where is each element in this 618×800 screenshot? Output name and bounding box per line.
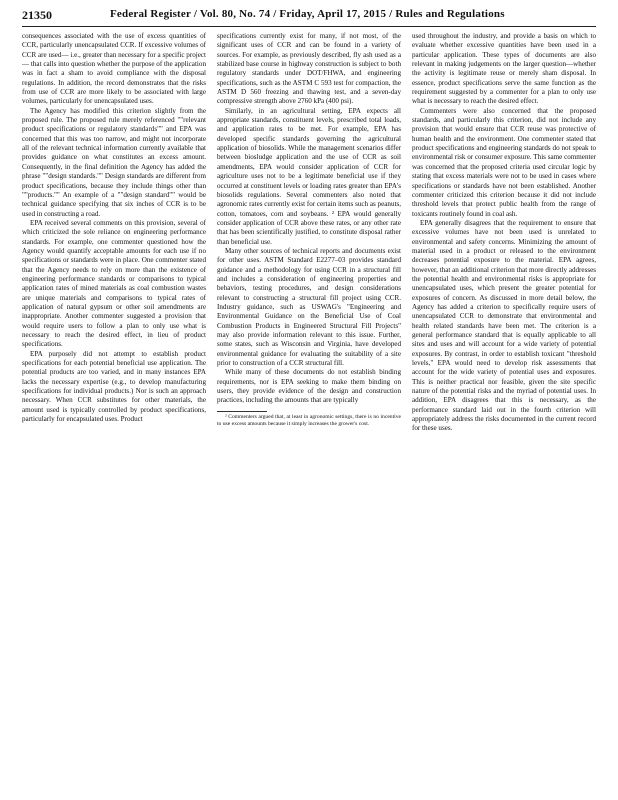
paragraph: Many other sources of technical reports and documents exist for other uses. ASTM Standard E2277–03 provides standard guidance and a methodology for using CCR in a structural fill and includes a consideration of engineering properties and behaviors, testing procedures, and design considerations relevant to constructing a structural fill project using CCR. Industry guidance, such as USWAG's "Engineering and Environmental Guidance on the Beneficial Use of Coal Combustion Products in Engineered Structural Fill Projects" may also provide information relevant to this issue. Further, some states, such as Wisconsin and Virginia, have developed environmental guidance for evaluating the suitability of a site prior to construction of a CCR structural fill.	[217, 246, 401, 368]
paragraph: EPA purposely did not attempt to establish product specifications for each potential beneficial use application. The potential products are too varied, and in many instances EPA lacks the necessary expertise (e.g., to develop manufacturing specifications for individual products.) Nor is such an approach necessary. When CCR substitutes for other materials, the amount used is typically controlled by product specifications, particularly for encapsulated uses. Product	[22, 349, 206, 424]
running-title: Federal Register / Vol. 80, No. 74 / Friday, April 17, 2015 / Rules and Regulations	[110, 8, 505, 20]
page-number: 21350	[22, 8, 52, 22]
footnote-rule	[217, 411, 267, 412]
paragraph: consequences associated with the use of excess quantities of CCR, particularly unencapsulated CCR. If excessive volumes of CCR are used— i.e., greater than necessary for a specific project— that calls into question whether the purpose of the application was in fact a sham to avoid compliance with the disposal regulations. In addition, the record demonstrates that the risks from use of CCR are more likely to be associated with large volumes, particularly for unencapsulated uses.	[22, 32, 206, 106]
text-column-3	[412, 32, 596, 782]
text-column-1	[22, 32, 206, 782]
page-header	[22, 8, 596, 24]
paragraph: EPA received several comments on this provision, several of which criticized the sole reliance on engineering performance standards. For example, one commenter questioned how the Agency would quantify acceptable amounts for each use if no specifications or standards were in place. One commenter stated that the Agency needs to rely on more than the existence of engineering performance standards or comparisons to typical application rates of mined materials as coal combustion wastes are unique materials and comparisons to typical rates of application of natural gypsum or other soil amendments are inappropriate. Another commenter suggested a provision that would require users to follow a plan to only use what is necessary to reach the desired effect, in lieu of product specifications.	[22, 218, 206, 349]
paragraph: EPA generally disagrees that the requirement to ensure that excessive volumes have not been used is unrelated to environmental and safety concerns. Minimizing the amount of material used in a product or released to the environment decreases potential exposure to the material. EPA agrees, however, that an additional criterion that more directly addresses the potential health and environmental risks is appropriate for unencapsulated uses, which present the greater potential for exposures of concern. As discussed in more detail below, the Agency has added a criterion to specifically require users of unencapsulated CCR to demonstrate that environmental and health related standards have been met. The criterion is a general performance standard that is equally applicable to all sites and uses and will account for a wide variety of potential exposures. By contrast, in order to establish toxicant "threshold levels," EPA would need to develop risk assessments that account for the wide variety of potential uses and exposures. This is neither practical nor feasible, given the site specific nature of the potential risks and the myriad of potential uses. In addition, EPA disagrees that this is necessary, as the performance standard laid out in the fourth criterion will appropriately address the risks documented in the current record for these uses.	[412, 218, 596, 433]
header-rule	[22, 26, 596, 27]
paragraph: specifications currently exist for many, if not most, of the significant uses of CCR and can be found in a variety of sources. For example, as previously described, fly ash used as a stabilized base course in highway construction is subject to both regulatory standards under DOT/FHWA, and engineering specifications, such as the ASTM C 593 test for compaction, the ASTM D 560 freezing and thawing test, and a seven-day compressive strength above 2760 kPa (400 psi).	[217, 32, 401, 106]
paragraph: While many of these documents do not establish binding requirements, nor is EPA seeking to make them binding on users, they provide evidence of the design and construction practices, including the amounts that are typically	[217, 368, 401, 405]
paragraph: Similarly, in an agricultural setting, EPA expects all appropriate standards, constituent levels, prescribed total loads, and application rates to be met. For example, EPA has developed specific standards governing the agricultural application of biosolids. While the management scenarios differ between biosludge application and the use of CCR as soil amendments, EPA would consider application of CCR for agriculture uses not to be a legitimate beneficial use if they occurred at constituent levels or loading rates greater than EPA's biosolids regulations. Several commenters also noted that agronomic rates currently exist for certain items such as peanuts, cotton, tomatoes, corn and soybeans. ² EPA would generally consider application of CCR above these rates, or any other rate that has been scientifically justified, to constitute disposal rather than beneficial use.	[217, 106, 401, 246]
footnote: ² Commenters argued that, at least in agronomic settings, there is no incentive to use excess amounts because it simply increases the grower's cost.	[217, 413, 401, 427]
paragraph: used throughout the industry, and provide a basis on which to evaluate whether excessive quantities have been used in a particular application. These types of documents are also relevant in making judgements on the larger question—whether the activity is legitimate reuse or merely sham disposal. In essence, product specifications serve the same function as the requirement suggested by a commenter for a plan to only use what is necessary to reach the desired effect.	[412, 32, 596, 106]
paragraph: The Agency has modified this criterion slightly from the proposed rule. The proposed rule merely referenced ""relevant product specifications or regulatory standards"" and EPA was concerned that this was too narrow, and might not incorporate all of the relevant technical information currently available that provides guidance on what constitutes an excess amount. Consequently, in the final definition the Agency has added the phrase ""design standards."" Design standards are different from product specifications, because they include things other than ""products."" An example of a ""design standard"" would be technical guidance specifying that six inches of CCR is to be used in constructing a road.	[22, 106, 206, 218]
paragraph: Commenters were also concerned that the proposed standards, and particularly this criterion, did not include any provision that would ensure that CCR reuse was protective of human health and the environment. One commenter stated that product specifications and engineering standards do not speak to environmental risk or consumer exposure. This same commenter was concerned that the proposed criteria used circular logic by stating that excess materials were not to be used in cases where specifications or standards have not been established. Another commenter criticized this criterion because it did not include threshold levels that protect public health from the range of toxicants routinely found in coal ash.	[412, 106, 596, 218]
text-column-2	[217, 32, 401, 782]
